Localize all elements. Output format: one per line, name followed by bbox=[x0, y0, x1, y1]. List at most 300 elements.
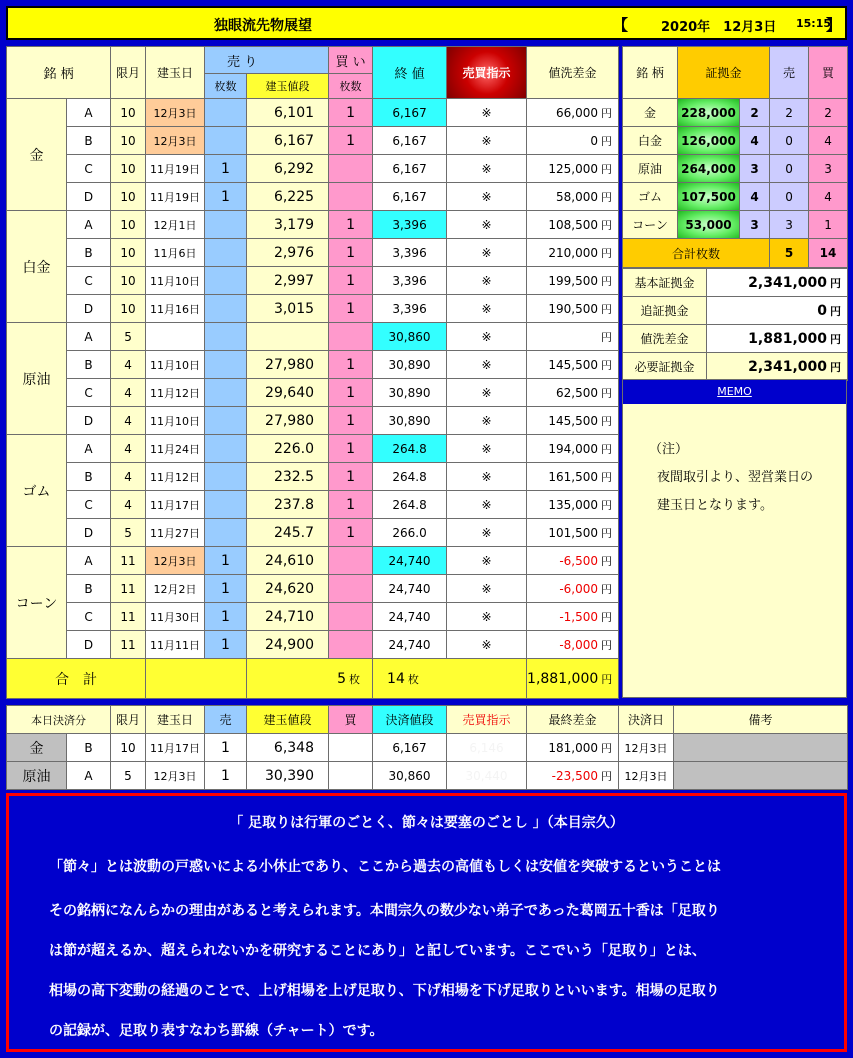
date-label: 2020年 12月3日 bbox=[661, 20, 777, 35]
buy-count: 1 bbox=[329, 239, 373, 267]
settle-date: 12月3日 bbox=[146, 762, 205, 790]
settle-final bbox=[527, 734, 619, 762]
contract-month: 5 bbox=[111, 323, 146, 351]
total-sell bbox=[247, 659, 373, 699]
settle-header-note: 備考 bbox=[674, 706, 848, 734]
buy-count: 1 bbox=[329, 295, 373, 323]
mark-to-market bbox=[527, 435, 619, 463]
buy-count: 1 bbox=[329, 463, 373, 491]
yen-unit: 円 bbox=[601, 162, 613, 176]
memo-line-2: 夜間取引より、翌営業日の bbox=[657, 470, 814, 485]
settle-class: B bbox=[67, 734, 111, 762]
margin-sell: 3 bbox=[770, 211, 809, 239]
signal-mark[interactable]: ※ bbox=[447, 323, 527, 351]
margin-count: 4 bbox=[740, 127, 770, 155]
date-bracket-open: 【 bbox=[613, 16, 629, 34]
mark-to-market bbox=[527, 631, 619, 659]
contract-class: A bbox=[67, 547, 111, 575]
sell-count bbox=[205, 323, 247, 351]
margin-buy: 2 bbox=[809, 99, 848, 127]
summary-amount: 0 bbox=[817, 302, 827, 319]
summary-amount: 2,341,000 bbox=[748, 358, 827, 375]
total-label: 合 計 bbox=[7, 659, 146, 699]
positions-table bbox=[6, 46, 619, 699]
sell-count bbox=[205, 351, 247, 379]
buy-count bbox=[329, 183, 373, 211]
yen-unit: 円 bbox=[601, 442, 613, 456]
entry-price bbox=[247, 323, 329, 351]
header-diff: 値洗差金 bbox=[527, 47, 619, 99]
mark-to-market bbox=[527, 547, 619, 575]
close-price: 266.0 bbox=[373, 519, 447, 547]
margin-row bbox=[623, 127, 848, 155]
settle-buy bbox=[329, 762, 373, 790]
entry-price: 3,015 bbox=[247, 295, 329, 323]
header-name: 銘 柄 bbox=[7, 47, 111, 99]
close-price: 6,167 bbox=[373, 127, 447, 155]
contract-month: 10 bbox=[111, 239, 146, 267]
settle-header-settle-price: 決済値段 bbox=[373, 706, 447, 734]
memo-line-1: （注） bbox=[649, 442, 689, 457]
contract-month: 4 bbox=[111, 407, 146, 435]
sell-count bbox=[205, 463, 247, 491]
mark-to-market-value: -6,500 bbox=[559, 553, 599, 568]
quote-box bbox=[6, 793, 847, 1052]
time-label: 15:15 bbox=[796, 17, 832, 30]
sell-count bbox=[205, 127, 247, 155]
signal-mark[interactable]: ※ bbox=[447, 435, 527, 463]
yen-unit: 円 bbox=[601, 134, 613, 148]
sell-count: 1 bbox=[205, 575, 247, 603]
mark-to-market bbox=[527, 491, 619, 519]
mark-to-market bbox=[527, 519, 619, 547]
entry-price: 3,179 bbox=[247, 211, 329, 239]
yen-unit: 円 bbox=[601, 638, 613, 652]
summary-yen: 円 bbox=[830, 332, 841, 346]
buy-count: 1 bbox=[329, 379, 373, 407]
yen-unit: 円 bbox=[601, 358, 613, 372]
memo-header bbox=[623, 380, 846, 404]
sell-count bbox=[205, 491, 247, 519]
margin-amount: 107,500 bbox=[678, 183, 740, 211]
settle-row bbox=[7, 762, 848, 790]
sell-count: 1 bbox=[205, 155, 247, 183]
settle-final-value: 181,000 bbox=[548, 740, 598, 755]
settle-header-price: 建玉値段 bbox=[247, 706, 329, 734]
settle-settle-date: 12月3日 bbox=[619, 734, 674, 762]
margin-total-buy: 14 bbox=[809, 239, 848, 268]
entry-price: 6,101 bbox=[247, 99, 329, 127]
entry-price: 27,980 bbox=[247, 351, 329, 379]
buy-count: 1 bbox=[329, 407, 373, 435]
contract-month: 4 bbox=[111, 491, 146, 519]
commodity-name: 金 bbox=[7, 99, 67, 211]
mark-to-market-value: 161,500 bbox=[548, 469, 599, 484]
margin-amount: 228,000 bbox=[678, 99, 740, 127]
header-buy: 買 い bbox=[329, 47, 373, 74]
entry-price: 24,900 bbox=[247, 631, 329, 659]
total-diff-value: 1,881,000 bbox=[527, 670, 599, 687]
position-date bbox=[146, 323, 205, 351]
contract-class: B bbox=[67, 575, 111, 603]
table-row bbox=[7, 267, 619, 295]
settle-class: A bbox=[67, 762, 111, 790]
header-close: 終 値 bbox=[373, 47, 447, 99]
table-row bbox=[7, 295, 619, 323]
mark-to-market-value: -1,500 bbox=[559, 609, 599, 624]
quote-line-1: 「節々」とは波動の戸惑いによる小休止であり、ここから過去の高値もしくは安値を突破するということは bbox=[49, 859, 721, 875]
header-buy-count: 枚数 bbox=[329, 74, 373, 99]
table-row bbox=[7, 155, 619, 183]
page-title: 独眼流先物展望 bbox=[214, 18, 312, 34]
settle-yen: 円 bbox=[601, 741, 612, 755]
contract-class: D bbox=[67, 519, 111, 547]
entry-price: 24,610 bbox=[247, 547, 329, 575]
buy-count: 1 bbox=[329, 519, 373, 547]
contract-class: A bbox=[67, 435, 111, 463]
mark-to-market bbox=[527, 211, 619, 239]
summary-label: 値洗差金 bbox=[623, 325, 707, 353]
mark-to-market bbox=[527, 575, 619, 603]
table-row bbox=[7, 491, 619, 519]
margin-count: 3 bbox=[740, 155, 770, 183]
buy-count bbox=[329, 603, 373, 631]
signal-mark[interactable]: ※ bbox=[447, 211, 527, 239]
margin-total-label: 合計枚数 bbox=[623, 239, 770, 268]
total-diff bbox=[527, 659, 619, 699]
summary-row bbox=[623, 353, 848, 381]
yen-unit: 円 bbox=[601, 498, 613, 512]
yen-unit: 円 bbox=[601, 190, 613, 204]
settle-final-value: -23,500 bbox=[551, 768, 598, 783]
yen-unit: 円 bbox=[601, 610, 613, 624]
signal-mark[interactable]: ※ bbox=[447, 183, 527, 211]
margin-table bbox=[622, 46, 848, 268]
commodity-name: ゴム bbox=[7, 435, 67, 547]
position-date: 11月11日 bbox=[146, 631, 205, 659]
mark-to-market-value: 58,000 bbox=[556, 189, 599, 204]
position-date: 12月1日 bbox=[146, 211, 205, 239]
mark-to-market-value: -6,000 bbox=[559, 581, 599, 596]
memo-line-3: 建玉日となります。 bbox=[657, 498, 773, 513]
settle-date: 11月17日 bbox=[146, 734, 205, 762]
summary-label: 追証拠金 bbox=[623, 297, 707, 325]
yen-unit: 円 bbox=[601, 274, 613, 288]
memo-title[interactable]: MEMO bbox=[717, 385, 752, 398]
mark-to-market bbox=[527, 407, 619, 435]
buy-count bbox=[329, 323, 373, 351]
contract-class: D bbox=[67, 183, 111, 211]
yen-unit: 円 bbox=[601, 106, 613, 120]
sell-count bbox=[205, 407, 247, 435]
contract-month: 10 bbox=[111, 183, 146, 211]
position-date: 11月24日 bbox=[146, 435, 205, 463]
contract-month: 11 bbox=[111, 631, 146, 659]
contract-class: C bbox=[67, 491, 111, 519]
settle-note bbox=[674, 734, 848, 762]
summary-yen: 円 bbox=[830, 360, 841, 374]
sell-count: 1 bbox=[205, 603, 247, 631]
sell-count bbox=[205, 295, 247, 323]
position-date: 11月19日 bbox=[146, 155, 205, 183]
settle-header-sell: 売 bbox=[205, 706, 247, 734]
yen-unit: 円 bbox=[601, 330, 613, 344]
summary-yen: 円 bbox=[830, 304, 841, 318]
margin-buy: 1 bbox=[809, 211, 848, 239]
signal-mark[interactable]: ※ bbox=[447, 575, 527, 603]
mark-to-market bbox=[527, 463, 619, 491]
contract-class: C bbox=[67, 267, 111, 295]
margin-count: 4 bbox=[740, 183, 770, 211]
margin-sell: 0 bbox=[770, 127, 809, 155]
margin-header-name: 銘 柄 bbox=[623, 47, 678, 99]
margin-sell: 0 bbox=[770, 155, 809, 183]
signal-mark[interactable]: ※ bbox=[447, 519, 527, 547]
close-price: 30,890 bbox=[373, 351, 447, 379]
contract-class: B bbox=[67, 463, 111, 491]
contract-class: B bbox=[67, 351, 111, 379]
table-row bbox=[7, 575, 619, 603]
position-date: 11月17日 bbox=[146, 491, 205, 519]
header-signal[interactable]: 売買指示 bbox=[447, 47, 527, 99]
contract-month: 10 bbox=[111, 127, 146, 155]
mark-to-market bbox=[527, 295, 619, 323]
table-row bbox=[7, 407, 619, 435]
close-price: 6,167 bbox=[373, 183, 447, 211]
mark-to-market-value: 194,000 bbox=[548, 441, 599, 456]
title-bar bbox=[6, 6, 847, 40]
commodity-name: コーン bbox=[7, 547, 67, 659]
yen-unit: 円 bbox=[601, 386, 613, 400]
contract-month: 4 bbox=[111, 435, 146, 463]
margin-commodity: ゴム bbox=[623, 183, 678, 211]
margin-header-buy: 買 bbox=[809, 47, 848, 99]
mark-to-market-value: 125,000 bbox=[548, 161, 599, 176]
settle-sell: 1 bbox=[205, 762, 247, 790]
entry-price: 2,976 bbox=[247, 239, 329, 267]
summary-value bbox=[707, 325, 848, 353]
signal-mark[interactable]: ※ bbox=[447, 127, 527, 155]
settle-header-date: 建玉日 bbox=[146, 706, 205, 734]
signal-mark[interactable]: ※ bbox=[447, 267, 527, 295]
mark-to-market bbox=[527, 155, 619, 183]
total-buy-value: 14 bbox=[387, 670, 405, 687]
settle-month: 5 bbox=[111, 762, 146, 790]
contract-month: 4 bbox=[111, 463, 146, 491]
mark-to-market bbox=[527, 379, 619, 407]
contract-class: B bbox=[67, 127, 111, 155]
mark-to-market-value: 135,000 bbox=[548, 497, 599, 512]
margin-row bbox=[623, 183, 848, 211]
table-row bbox=[7, 211, 619, 239]
contract-class: C bbox=[67, 603, 111, 631]
mark-to-market bbox=[527, 99, 619, 127]
entry-price: 24,620 bbox=[247, 575, 329, 603]
sell-count bbox=[205, 267, 247, 295]
contract-month: 10 bbox=[111, 295, 146, 323]
margin-amount: 264,000 bbox=[678, 155, 740, 183]
mark-to-market-value: 62,500 bbox=[556, 385, 599, 400]
mark-to-market-value: 0 bbox=[590, 133, 599, 148]
total-sell-unit: 枚 bbox=[349, 672, 361, 686]
signal-mark[interactable]: ※ bbox=[447, 295, 527, 323]
margin-sell: 2 bbox=[770, 99, 809, 127]
settle-header-buy: 買 bbox=[329, 706, 373, 734]
buy-count bbox=[329, 547, 373, 575]
contract-month: 10 bbox=[111, 99, 146, 127]
close-price: 3,396 bbox=[373, 267, 447, 295]
signal-mark[interactable]: ※ bbox=[447, 351, 527, 379]
contract-class: B bbox=[67, 239, 111, 267]
mark-to-market-value: 199,500 bbox=[548, 273, 599, 288]
sell-count bbox=[205, 379, 247, 407]
table-row bbox=[7, 239, 619, 267]
contract-month: 5 bbox=[111, 519, 146, 547]
entry-price: 6,167 bbox=[247, 127, 329, 155]
buy-count bbox=[329, 155, 373, 183]
table-row bbox=[7, 183, 619, 211]
settle-settle-price: 6,167 bbox=[373, 734, 447, 762]
table-row bbox=[7, 351, 619, 379]
settle-price: 6,348 bbox=[247, 734, 329, 762]
settle-signal: 6,146 bbox=[447, 734, 527, 762]
commodity-name: 白金 bbox=[7, 211, 67, 323]
table-row bbox=[7, 603, 619, 631]
margin-buy: 3 bbox=[809, 155, 848, 183]
settle-row bbox=[7, 734, 848, 762]
table-row bbox=[7, 547, 619, 575]
table-row bbox=[7, 631, 619, 659]
signal-mark[interactable]: ※ bbox=[447, 239, 527, 267]
entry-price: 6,292 bbox=[247, 155, 329, 183]
position-date: 11月10日 bbox=[146, 351, 205, 379]
sell-count: 1 bbox=[205, 631, 247, 659]
entry-price: 29,640 bbox=[247, 379, 329, 407]
table-row bbox=[7, 435, 619, 463]
margin-commodity: 金 bbox=[623, 99, 678, 127]
position-date: 11月10日 bbox=[146, 267, 205, 295]
contract-class: A bbox=[67, 211, 111, 239]
buy-count: 1 bbox=[329, 211, 373, 239]
contract-month: 11 bbox=[111, 575, 146, 603]
contract-class: D bbox=[67, 295, 111, 323]
signal-mark[interactable]: ※ bbox=[447, 631, 527, 659]
quote-line-4: 相場の高下変動の経過のことで、上げ相場を上げ足取り、下げ相場を下げ足取りといいます。相場の足取り bbox=[49, 983, 720, 999]
date-bracket-close: 】 bbox=[826, 16, 842, 34]
margin-commodity: 白金 bbox=[623, 127, 678, 155]
contract-class: D bbox=[67, 407, 111, 435]
yen-unit: 円 bbox=[601, 554, 613, 568]
signal-mark[interactable]: ※ bbox=[447, 603, 527, 631]
mark-to-market-value: -8,000 bbox=[559, 637, 599, 652]
position-date: 12月2日 bbox=[146, 575, 205, 603]
entry-price: 24,710 bbox=[247, 603, 329, 631]
settle-commodity: 金 bbox=[7, 734, 67, 762]
entry-price: 237.8 bbox=[247, 491, 329, 519]
total-buy-unit: 枚 bbox=[407, 672, 419, 686]
header-date: 建玉日 bbox=[146, 47, 205, 99]
position-date: 11月16日 bbox=[146, 295, 205, 323]
contract-class: C bbox=[67, 379, 111, 407]
contract-month: 11 bbox=[111, 547, 146, 575]
table-row bbox=[7, 99, 619, 127]
yen-unit: 円 bbox=[601, 302, 613, 316]
position-date: 11月6日 bbox=[146, 239, 205, 267]
margin-header-sell: 売 bbox=[770, 47, 809, 99]
yen-unit: 円 bbox=[601, 526, 613, 540]
signal-mark[interactable]: ※ bbox=[447, 407, 527, 435]
close-price: 30,890 bbox=[373, 407, 447, 435]
header-sell: 売 り bbox=[205, 47, 329, 74]
margin-row bbox=[623, 155, 848, 183]
total-diff-yen: 円 bbox=[601, 672, 613, 686]
settle-signal: 30,440 bbox=[447, 762, 527, 790]
margin-buy: 4 bbox=[809, 183, 848, 211]
settle-header-signal: 売買指示 bbox=[447, 706, 527, 734]
buy-count: 1 bbox=[329, 435, 373, 463]
total-sell-value: 5 bbox=[337, 670, 347, 687]
signal-mark[interactable]: ※ bbox=[447, 155, 527, 183]
buy-count bbox=[329, 631, 373, 659]
entry-price: 226.0 bbox=[247, 435, 329, 463]
close-price: 3,396 bbox=[373, 239, 447, 267]
settle-header-final: 最終差金 bbox=[527, 706, 619, 734]
summary-row bbox=[623, 325, 848, 353]
margin-count: 3 bbox=[740, 211, 770, 239]
contract-month: 10 bbox=[111, 267, 146, 295]
summary-label: 必要証拠金 bbox=[623, 353, 707, 381]
entry-price: 2,997 bbox=[247, 267, 329, 295]
close-price: 24,740 bbox=[373, 603, 447, 631]
position-date: 12月3日 bbox=[146, 99, 205, 127]
position-date: 11月12日 bbox=[146, 379, 205, 407]
quote-line-2: その銘柄になんらかの理由があると考えられます。本間宗久の数少ない弟子であった葛岡五十香は「足取り bbox=[49, 903, 720, 919]
contract-class: D bbox=[67, 631, 111, 659]
settlement-table bbox=[6, 705, 848, 790]
margin-total-sell: 5 bbox=[770, 239, 809, 268]
contract-class: A bbox=[67, 323, 111, 351]
signal-mark[interactable]: ※ bbox=[447, 491, 527, 519]
position-date: 11月12日 bbox=[146, 463, 205, 491]
sell-count bbox=[205, 519, 247, 547]
mark-to-market bbox=[527, 603, 619, 631]
settle-final bbox=[527, 762, 619, 790]
signal-mark[interactable]: ※ bbox=[447, 99, 527, 127]
buy-count: 1 bbox=[329, 267, 373, 295]
quote-line-5: の記録が、足取り表すなわち罫線（チャート）です。 bbox=[49, 1023, 384, 1039]
quote-title: 「 足取りは行軍のごとく、節々は要塞のごとし 」（本目宗久） bbox=[229, 815, 624, 831]
sell-count bbox=[205, 211, 247, 239]
margin-amount: 53,000 bbox=[678, 211, 740, 239]
mark-to-market bbox=[527, 267, 619, 295]
summary-value bbox=[707, 269, 848, 297]
table-row bbox=[7, 127, 619, 155]
summary-row bbox=[623, 297, 848, 325]
table-row bbox=[7, 323, 619, 351]
entry-price: 245.7 bbox=[247, 519, 329, 547]
mark-to-market bbox=[527, 323, 619, 351]
signal-mark[interactable]: ※ bbox=[447, 547, 527, 575]
summary-amount: 1,881,000 bbox=[748, 330, 827, 347]
yen-unit: 円 bbox=[601, 218, 613, 232]
position-date: 11月10日 bbox=[146, 407, 205, 435]
close-price: 3,396 bbox=[373, 295, 447, 323]
signal-mark[interactable]: ※ bbox=[447, 379, 527, 407]
contract-class: C bbox=[67, 155, 111, 183]
total-buy bbox=[373, 659, 527, 699]
signal-mark[interactable]: ※ bbox=[447, 463, 527, 491]
position-date: 11月30日 bbox=[146, 603, 205, 631]
